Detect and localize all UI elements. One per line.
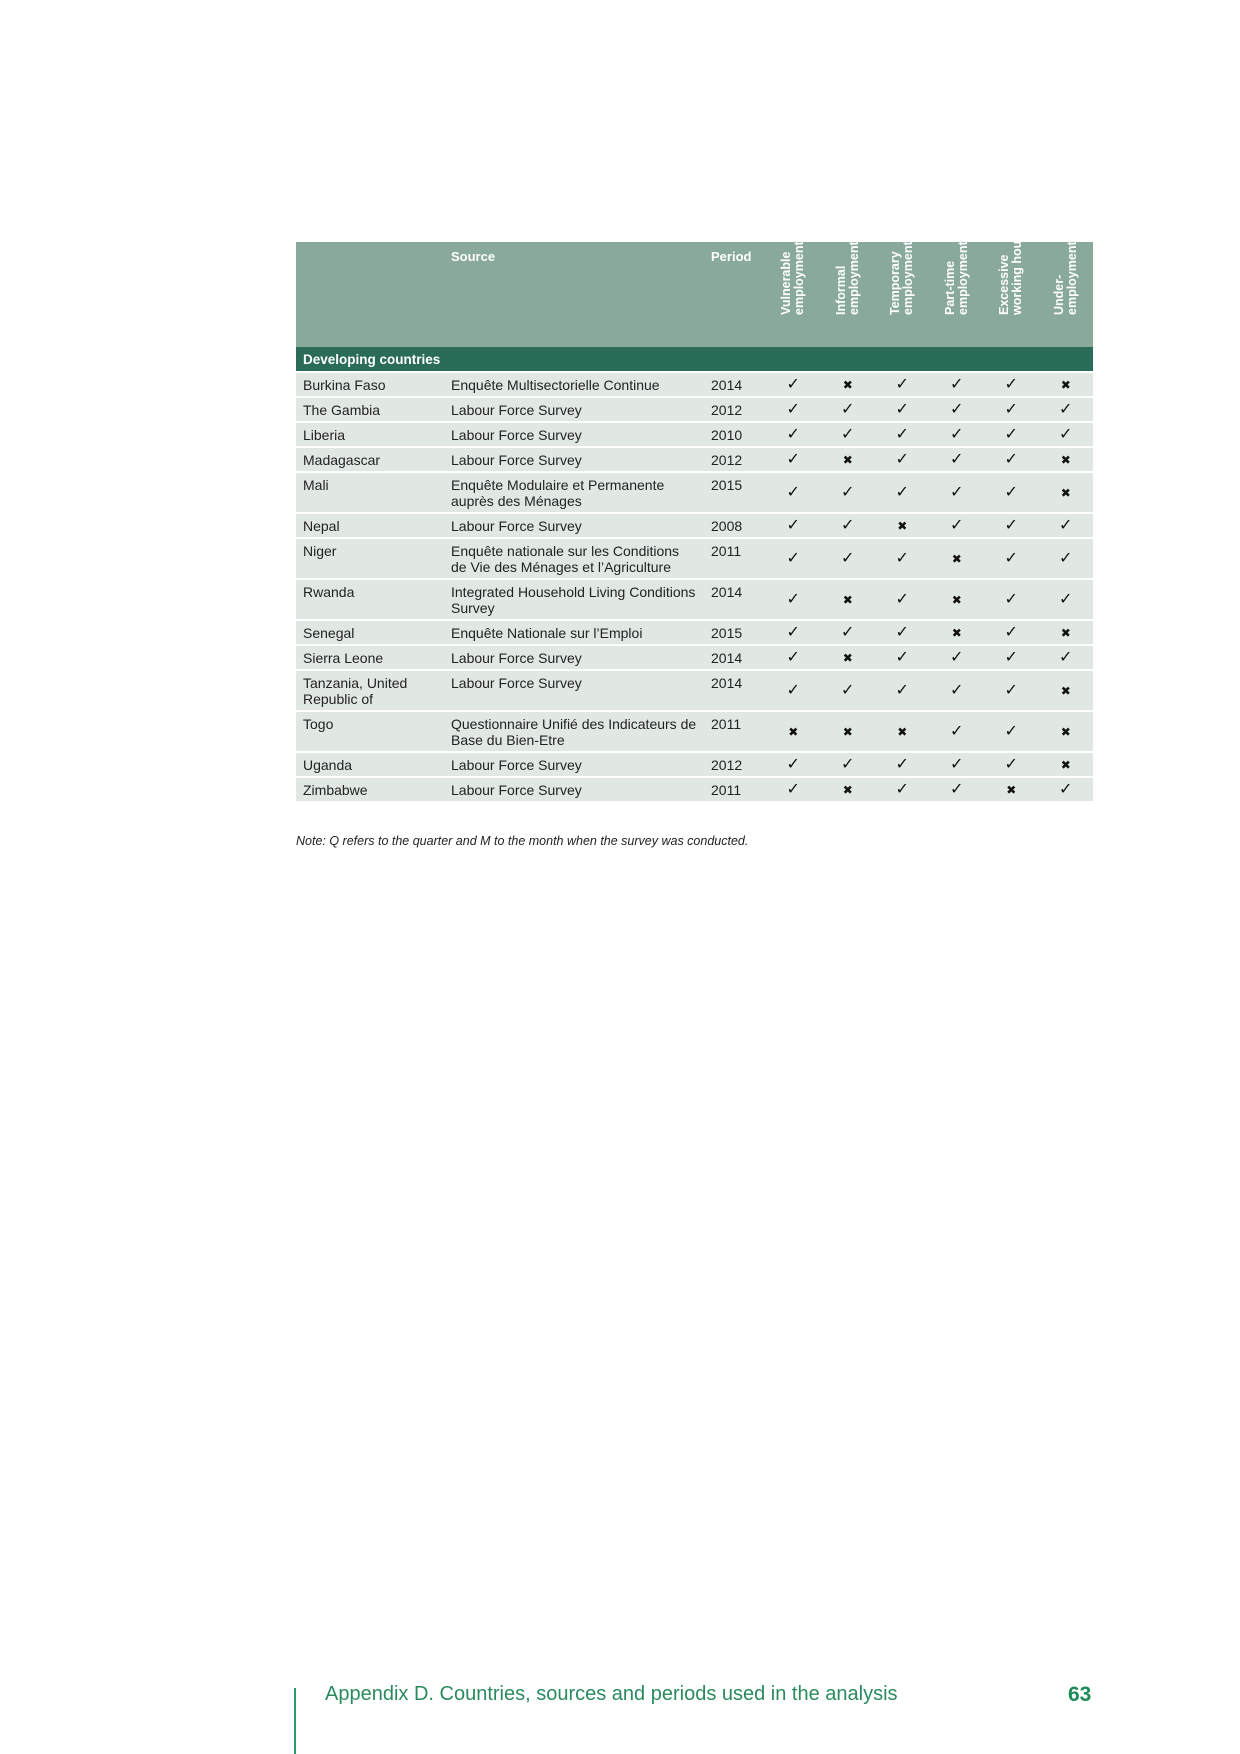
table-note: Note: Q refers to the quarter and M to the month when the survey was conducted. — [296, 834, 749, 848]
cell-period: 2014 — [704, 645, 766, 670]
check-icon — [984, 372, 1039, 397]
check-mark: ✓ — [841, 424, 855, 443]
header-country — [296, 242, 444, 347]
table-row — [296, 777, 1093, 801]
check-icon — [1039, 397, 1094, 422]
header-flag-line: Informal — [833, 265, 848, 315]
cell-country: Togo — [296, 711, 444, 752]
table-row — [296, 538, 1093, 579]
check-mark: ✓ — [950, 680, 964, 699]
check-mark: ✓ — [950, 721, 964, 740]
check-mark: ✓ — [895, 680, 909, 699]
cell-period: 2014 — [704, 579, 766, 620]
check-icon — [1039, 538, 1094, 579]
cross-icon — [930, 538, 985, 579]
check-mark: ✓ — [1004, 515, 1018, 534]
check-mark: ✓ — [786, 680, 800, 699]
check-icon — [984, 579, 1039, 620]
cell-country: Sierra Leone — [296, 645, 444, 670]
cross-icon — [1039, 620, 1094, 645]
header-flag-line: employment — [901, 241, 916, 315]
check-icon — [1039, 777, 1094, 801]
check-mark: ✓ — [786, 754, 800, 773]
cell-source: Labour Force Survey — [444, 752, 704, 777]
cell-source: Labour Force Survey — [444, 422, 704, 447]
cross-icon — [1039, 670, 1094, 711]
check-mark: ✓ — [786, 482, 800, 501]
check-mark: ✓ — [950, 424, 964, 443]
header-flag-line: Temporary — [888, 251, 903, 315]
cross-icon — [1039, 372, 1094, 397]
check-mark: ✓ — [1004, 721, 1018, 740]
cross-icon — [1039, 447, 1094, 472]
cross-icon — [1039, 711, 1094, 752]
check-icon — [875, 372, 930, 397]
header-row — [296, 242, 1093, 347]
footer-title: Appendix D. Countries, sources and periods used in the analysis — [325, 1683, 898, 1705]
table-row — [296, 422, 1093, 447]
cell-period: 2011 — [704, 538, 766, 579]
check-mark: ✓ — [786, 647, 800, 666]
check-icon — [930, 513, 985, 538]
check-mark: ✓ — [1059, 548, 1073, 567]
check-icon — [766, 670, 821, 711]
header-flag — [1039, 242, 1094, 347]
cross-icon — [1039, 752, 1094, 777]
check-mark: ✓ — [1004, 622, 1018, 641]
cell-country: Rwanda — [296, 579, 444, 620]
check-icon — [766, 422, 821, 447]
table-row — [296, 372, 1093, 397]
cell-period: 2011 — [704, 711, 766, 752]
check-mark: ✓ — [1004, 482, 1018, 501]
cell-period: 2015 — [704, 620, 766, 645]
cell-period: 2012 — [704, 447, 766, 472]
check-icon — [1039, 645, 1094, 670]
cell-country: Tanzania, United Republic of — [296, 670, 444, 711]
footer-rule — [294, 1688, 296, 1754]
check-mark: ✓ — [1004, 680, 1018, 699]
cell-period: 2012 — [704, 397, 766, 422]
table-row — [296, 397, 1093, 422]
cell-source: Labour Force Survey — [444, 397, 704, 422]
cross-icon — [984, 777, 1039, 801]
header-flag — [875, 242, 930, 347]
header-source: Source — [444, 242, 704, 347]
check-icon — [1039, 422, 1094, 447]
cell-period: 2011 — [704, 777, 766, 801]
check-mark: ✓ — [841, 622, 855, 641]
check-mark: ✓ — [1059, 647, 1073, 666]
check-mark: ✓ — [895, 754, 909, 773]
cell-country: Madagascar — [296, 447, 444, 472]
check-mark: ✓ — [786, 449, 800, 468]
cell-source: Questionnaire Unifié des Indicateurs de Base du Bien-Etre — [444, 711, 704, 752]
cell-country: Nepal — [296, 513, 444, 538]
cell-period: 2012 — [704, 752, 766, 777]
header-flag-line: Under- — [1051, 274, 1066, 315]
check-icon — [930, 670, 985, 711]
cross-icon — [821, 372, 876, 397]
cross-mark: ✖ — [842, 650, 853, 665]
check-mark: ✓ — [786, 548, 800, 567]
cell-period: 2008 — [704, 513, 766, 538]
cross-icon — [930, 579, 985, 620]
check-mark: ✓ — [1059, 515, 1073, 534]
cell-source: Labour Force Survey — [444, 513, 704, 538]
check-mark: ✓ — [895, 482, 909, 501]
check-icon — [930, 397, 985, 422]
check-mark: ✓ — [786, 779, 800, 798]
check-mark: ✓ — [950, 449, 964, 468]
check-icon — [875, 422, 930, 447]
cross-icon — [1039, 472, 1094, 513]
check-icon — [930, 777, 985, 801]
check-icon — [984, 513, 1039, 538]
check-icon — [875, 579, 930, 620]
header-flag-line: Part-time — [942, 260, 957, 315]
cell-source: Enquête Multisectorielle Continue — [444, 372, 704, 397]
cell-source: Enquête Modulaire et Permanente auprès des Ménages — [444, 472, 704, 513]
cross-icon — [930, 620, 985, 645]
check-mark: ✓ — [1004, 399, 1018, 418]
table-row — [296, 579, 1093, 620]
cell-country: Burkina Faso — [296, 372, 444, 397]
check-icon — [875, 777, 930, 801]
check-icon — [766, 752, 821, 777]
check-icon — [821, 472, 876, 513]
check-mark: ✓ — [950, 779, 964, 798]
header-flag — [984, 228, 1039, 347]
cross-icon — [821, 777, 876, 801]
cross-icon — [821, 645, 876, 670]
check-mark: ✓ — [786, 399, 800, 418]
check-mark: ✓ — [841, 515, 855, 534]
check-icon — [821, 422, 876, 447]
check-mark: ✓ — [895, 622, 909, 641]
check-icon — [930, 472, 985, 513]
check-icon — [930, 711, 985, 752]
cross-mark: ✖ — [1060, 485, 1071, 500]
check-mark: ✓ — [1059, 424, 1073, 443]
check-icon — [875, 472, 930, 513]
check-icon — [875, 447, 930, 472]
cross-icon — [821, 711, 876, 752]
check-icon — [875, 645, 930, 670]
cell-period: 2014 — [704, 372, 766, 397]
check-mark: ✓ — [895, 647, 909, 666]
section-label: Developing countries — [296, 347, 1093, 372]
cross-mark: ✖ — [897, 724, 908, 739]
cell-period: 2010 — [704, 422, 766, 447]
cross-mark: ✖ — [1006, 782, 1017, 797]
table-row — [296, 645, 1093, 670]
header-flag-line: employment — [1064, 241, 1079, 315]
check-icon — [984, 620, 1039, 645]
check-icon — [984, 472, 1039, 513]
check-icon — [1039, 513, 1094, 538]
cross-mark: ✖ — [1060, 625, 1071, 640]
check-icon — [930, 447, 985, 472]
check-mark: ✓ — [950, 515, 964, 534]
check-icon — [766, 513, 821, 538]
cell-source: Integrated Household Living Conditions Survey — [444, 579, 704, 620]
cross-mark: ✖ — [1060, 724, 1071, 739]
check-mark: ✓ — [895, 779, 909, 798]
check-icon — [766, 472, 821, 513]
check-icon — [984, 711, 1039, 752]
check-mark: ✓ — [950, 647, 964, 666]
check-icon — [766, 620, 821, 645]
cell-source: Enquête Nationale sur l’Emploi — [444, 620, 704, 645]
cross-mark: ✖ — [951, 625, 962, 640]
check-mark: ✓ — [950, 754, 964, 773]
check-icon — [821, 397, 876, 422]
header-flag-line: working hours — [1010, 228, 1025, 315]
check-icon — [984, 397, 1039, 422]
check-mark: ✓ — [1004, 374, 1018, 393]
check-icon — [1039, 579, 1094, 620]
cross-mark: ✖ — [842, 724, 853, 739]
check-mark: ✓ — [1004, 589, 1018, 608]
countries-sources-table — [296, 228, 1093, 801]
cross-mark: ✖ — [1060, 757, 1071, 772]
header-flag — [766, 242, 821, 347]
header-period: Period — [704, 242, 766, 347]
table-row — [296, 620, 1093, 645]
check-mark: ✓ — [786, 424, 800, 443]
check-icon — [821, 513, 876, 538]
check-icon — [875, 752, 930, 777]
check-icon — [766, 777, 821, 801]
table-row — [296, 447, 1093, 472]
cell-country: Uganda — [296, 752, 444, 777]
check-mark: ✓ — [895, 424, 909, 443]
check-mark: ✓ — [1059, 399, 1073, 418]
check-icon — [875, 397, 930, 422]
cell-source: Labour Force Survey — [444, 645, 704, 670]
header-flag-line: employment — [846, 241, 861, 315]
section-row — [296, 347, 1093, 372]
cell-country: Liberia — [296, 422, 444, 447]
check-icon — [766, 447, 821, 472]
cell-source: Labour Force Survey — [444, 777, 704, 801]
cross-mark: ✖ — [1060, 683, 1071, 698]
check-mark: ✓ — [1004, 424, 1018, 443]
check-icon — [766, 397, 821, 422]
check-icon — [821, 538, 876, 579]
check-icon — [930, 372, 985, 397]
check-mark: ✓ — [895, 548, 909, 567]
check-mark: ✓ — [1004, 449, 1018, 468]
cross-mark: ✖ — [842, 592, 853, 607]
check-icon — [821, 670, 876, 711]
check-icon — [766, 372, 821, 397]
cell-period: 2015 — [704, 472, 766, 513]
cross-mark: ✖ — [1060, 452, 1071, 467]
check-mark: ✓ — [1004, 754, 1018, 773]
cross-mark: ✖ — [788, 724, 799, 739]
check-mark: ✓ — [841, 548, 855, 567]
header-flag-line: Vulnerable — [779, 251, 794, 315]
page-number: 63 — [1068, 1683, 1092, 1706]
check-icon — [875, 538, 930, 579]
check-mark: ✓ — [1059, 779, 1073, 798]
check-mark: ✓ — [841, 754, 855, 773]
header-flag-line: Excessive — [997, 254, 1012, 315]
check-icon — [984, 645, 1039, 670]
check-icon — [930, 752, 985, 777]
check-icon — [984, 670, 1039, 711]
check-mark: ✓ — [950, 399, 964, 418]
header-flag — [821, 242, 876, 347]
check-mark: ✓ — [841, 482, 855, 501]
cross-icon — [875, 711, 930, 752]
cross-mark: ✖ — [951, 592, 962, 607]
check-mark: ✓ — [841, 680, 855, 699]
check-mark: ✓ — [950, 482, 964, 501]
check-mark: ✓ — [895, 449, 909, 468]
check-mark: ✓ — [786, 589, 800, 608]
check-icon — [821, 752, 876, 777]
table-row — [296, 670, 1093, 711]
check-mark: ✓ — [786, 515, 800, 534]
check-icon — [875, 620, 930, 645]
check-mark: ✓ — [1004, 548, 1018, 567]
header-flag-line: employment — [955, 241, 970, 315]
check-mark: ✓ — [786, 374, 800, 393]
check-icon — [930, 645, 985, 670]
cross-mark: ✖ — [842, 782, 853, 797]
cell-source: Labour Force Survey — [444, 670, 704, 711]
cross-icon — [875, 513, 930, 538]
check-mark: ✓ — [1004, 647, 1018, 666]
check-mark: ✓ — [895, 399, 909, 418]
cell-country: Niger — [296, 538, 444, 579]
check-mark: ✓ — [950, 374, 964, 393]
check-mark: ✓ — [895, 589, 909, 608]
cell-period: 2014 — [704, 670, 766, 711]
cross-icon — [766, 711, 821, 752]
check-icon — [984, 538, 1039, 579]
cross-icon — [821, 447, 876, 472]
check-icon — [766, 645, 821, 670]
cell-source: Labour Force Survey — [444, 447, 704, 472]
cell-source: Enquête nationale sur les Conditions de Vie des Ménages et l’Agriculture — [444, 538, 704, 579]
cross-mark: ✖ — [951, 551, 962, 566]
header-flag — [930, 242, 985, 347]
cross-mark: ✖ — [897, 518, 908, 533]
table-row — [296, 513, 1093, 538]
table-row — [296, 752, 1093, 777]
check-icon — [984, 447, 1039, 472]
check-icon — [821, 620, 876, 645]
header-flag-line: employment — [792, 241, 807, 315]
check-icon — [984, 422, 1039, 447]
cell-country: Zimbabwe — [296, 777, 444, 801]
table-row — [296, 472, 1093, 513]
cross-mark: ✖ — [842, 452, 853, 467]
check-mark: ✓ — [895, 374, 909, 393]
check-mark: ✓ — [841, 399, 855, 418]
check-mark: ✓ — [786, 622, 800, 641]
cross-icon — [821, 579, 876, 620]
cross-mark: ✖ — [842, 377, 853, 392]
table-row — [296, 711, 1093, 752]
cell-country: Senegal — [296, 620, 444, 645]
check-icon — [766, 538, 821, 579]
check-icon — [766, 579, 821, 620]
check-icon — [984, 752, 1039, 777]
cell-country: The Gambia — [296, 397, 444, 422]
cell-country: Mali — [296, 472, 444, 513]
check-icon — [875, 670, 930, 711]
check-mark: ✓ — [1059, 589, 1073, 608]
check-icon — [930, 422, 985, 447]
cross-mark: ✖ — [1060, 377, 1071, 392]
